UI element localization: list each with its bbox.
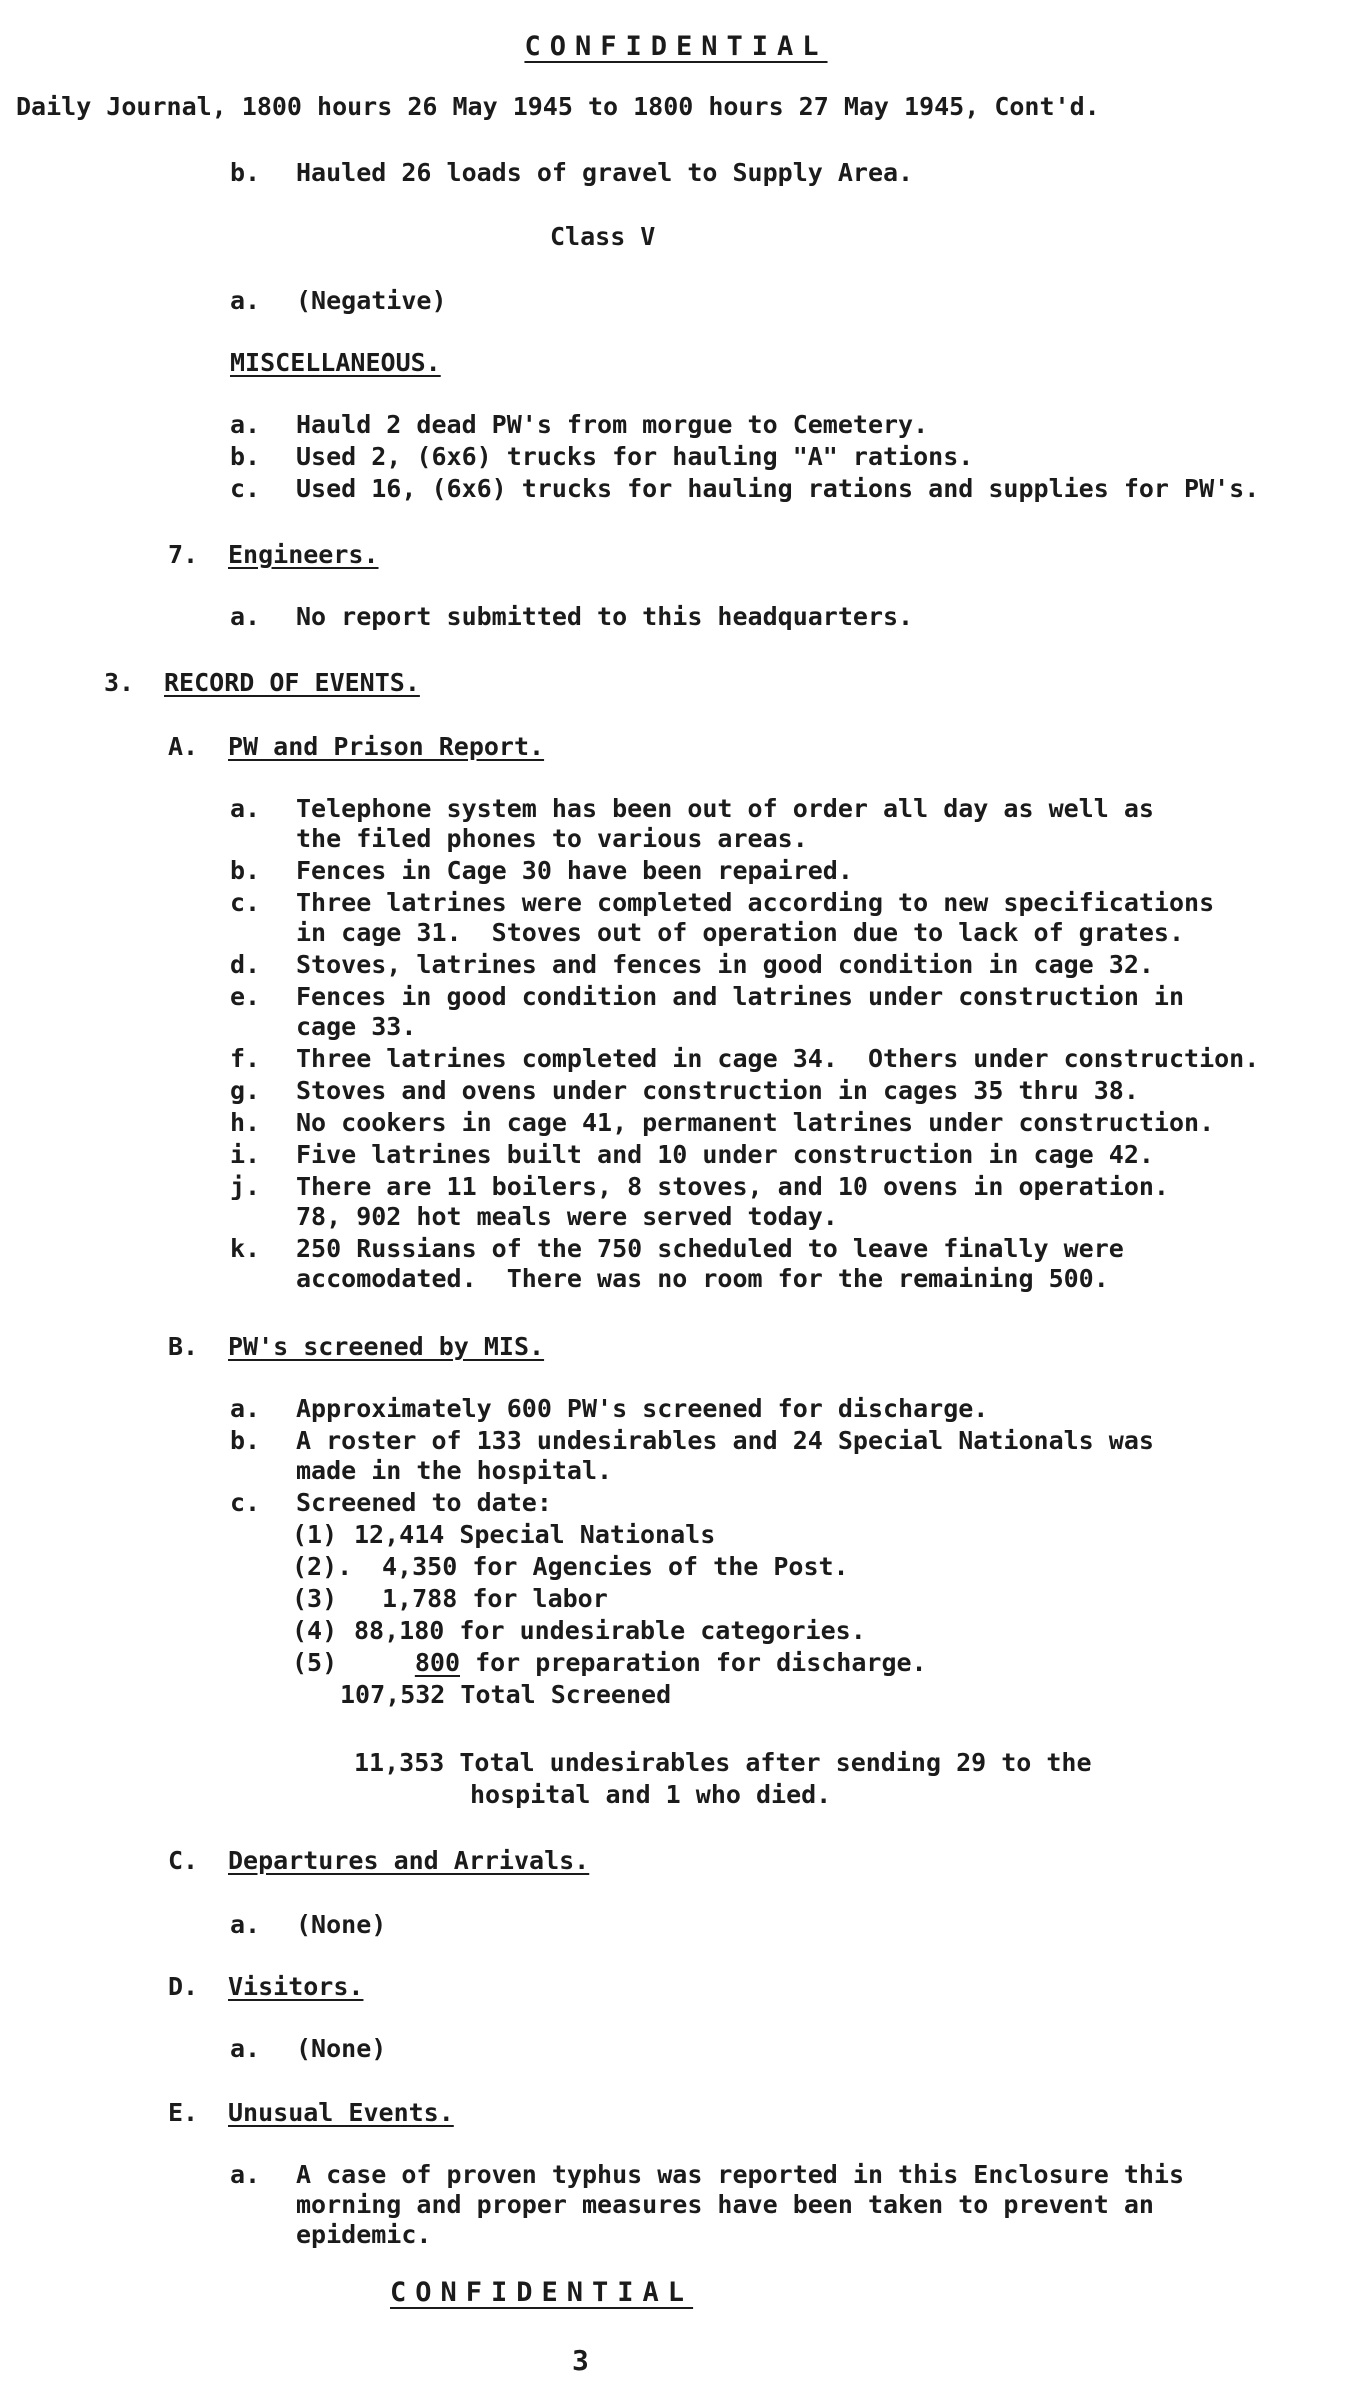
section-e-heading: E. Unusual Events.: [168, 2098, 454, 2127]
journal-line: Daily Journal, 1800 hours 26 May 1945 to 1800 hours 27 May 1945, Cont'd.: [16, 92, 1100, 121]
screened-row-1: (1) 12,414 Special Nationals: [292, 1520, 716, 1549]
section-a-item-c-cont: in cage 31. Stoves out of operation due to lack of grates.: [296, 918, 1185, 947]
section-a-item-d: d. Stoves, latrines and fences in good condition in cage 32.: [230, 950, 1154, 979]
class-iv-item-b: b. Hauled 26 loads of gravel to Supply Area.: [230, 158, 914, 187]
section-d-heading: D. Visitors.: [168, 1972, 364, 2001]
section-a-item-k-cont: accomodated. There was no room for the remaining 500.: [296, 1264, 1109, 1293]
section-b-item-a: a. Approximately 600 PW's screened for discharge.: [230, 1394, 989, 1423]
page-number: 3: [572, 2344, 589, 2377]
section-a-item-i: i. Five latrines built and 10 under construction in cage 42.: [230, 1140, 1154, 1169]
section-b-item-b: b. A roster of 133 undesirables and 24 Special Nationals was: [230, 1426, 1154, 1455]
section-b-heading: B. PW's screened by MIS.: [168, 1332, 545, 1361]
section-a-item-a-cont: the filed phones to various areas.: [296, 824, 808, 853]
section-a-item-g: g. Stoves and ovens under construction in cages 35 thru 38.: [230, 1076, 1139, 1105]
section-e-item-a-cont-1: morning and proper measures have been taken to prevent an: [296, 2190, 1154, 2219]
section-a-item-e: e. Fences in good condition and latrines under construction in: [230, 982, 1185, 1011]
classification-header: CONFIDENTIAL: [524, 31, 828, 62]
miscellaneous-heading: MISCELLANEOUS.: [230, 348, 441, 377]
section-b-item-c: c. Screened to date:: [230, 1488, 552, 1517]
screened-row-4: (4) 88,180 for undesirable categories.: [292, 1616, 866, 1645]
section-b-item-b-cont: made in the hospital.: [296, 1456, 613, 1485]
section-a-heading: A. PW and Prison Report.: [168, 732, 545, 761]
section-a-item-k: k. 250 Russians of the 750 scheduled to leave finally were: [230, 1234, 1124, 1263]
section-a-item-a: a. Telephone system has been out of order all day as well as: [230, 794, 1154, 823]
classification-footer: CONFIDENTIAL: [390, 2277, 694, 2308]
class-v-heading: Class V: [550, 222, 656, 251]
screened-row-2: (2). 4,350 for Agencies of the Post.: [292, 1552, 849, 1581]
misc-item-c: c. Used 16, (6x6) trucks for hauling rations and supplies for PW's.: [230, 474, 1260, 503]
engineers-item-a: a. No report submitted to this headquarters.: [230, 602, 914, 631]
screened-row-3: (3) 1,788 for labor: [292, 1584, 608, 1613]
section-a-item-c: c. Three latrines were completed according to new specifications: [230, 888, 1215, 917]
screened-row-5: (5) 800 for preparation for discharge.: [292, 1648, 927, 1677]
section-e-item-a-cont-2: epidemic.: [296, 2220, 432, 2249]
misc-item-b: b. Used 2, (6x6) trucks for hauling "A" rations.: [230, 442, 974, 471]
total-undesirables-cont: hospital and 1 who died.: [470, 1780, 832, 1809]
section-c-heading: C. Departures and Arrivals.: [168, 1846, 590, 1875]
section-c-item-a: a. (None): [230, 1910, 387, 1939]
class-v-item-a: a. (Negative): [230, 286, 447, 315]
total-screened: 107,532 Total Screened: [340, 1680, 672, 1709]
misc-item-a: a. Hauld 2 dead PW's from morgue to Cemetery.: [230, 410, 929, 439]
section-e-item-a: a. A case of proven typhus was reported in this Enclosure this: [230, 2160, 1185, 2189]
section-a-item-h: h. No cookers in cage 41, permanent latrines under construction.: [230, 1108, 1215, 1137]
section-a-item-j-cont: 78, 902 hot meals were served today.: [296, 1202, 838, 1231]
record-of-events-heading: 3. RECORD OF EVENTS.: [104, 668, 420, 697]
section-a-item-j: j. There are 11 boilers, 8 stoves, and 10 ovens in operation.: [230, 1172, 1169, 1201]
section-d-item-a: a. (None): [230, 2034, 387, 2063]
engineers-heading: 7. Engineers.: [168, 540, 379, 569]
section-a-item-e-cont: cage 33.: [296, 1012, 417, 1041]
section-a-item-b: b. Fences in Cage 30 have been repaired.: [230, 856, 853, 885]
total-undesirables: 11,353 Total undesirables after sending 29 to the: [354, 1748, 1092, 1777]
section-a-item-f: f. Three latrines completed in cage 34. Others under construction.: [230, 1044, 1260, 1073]
